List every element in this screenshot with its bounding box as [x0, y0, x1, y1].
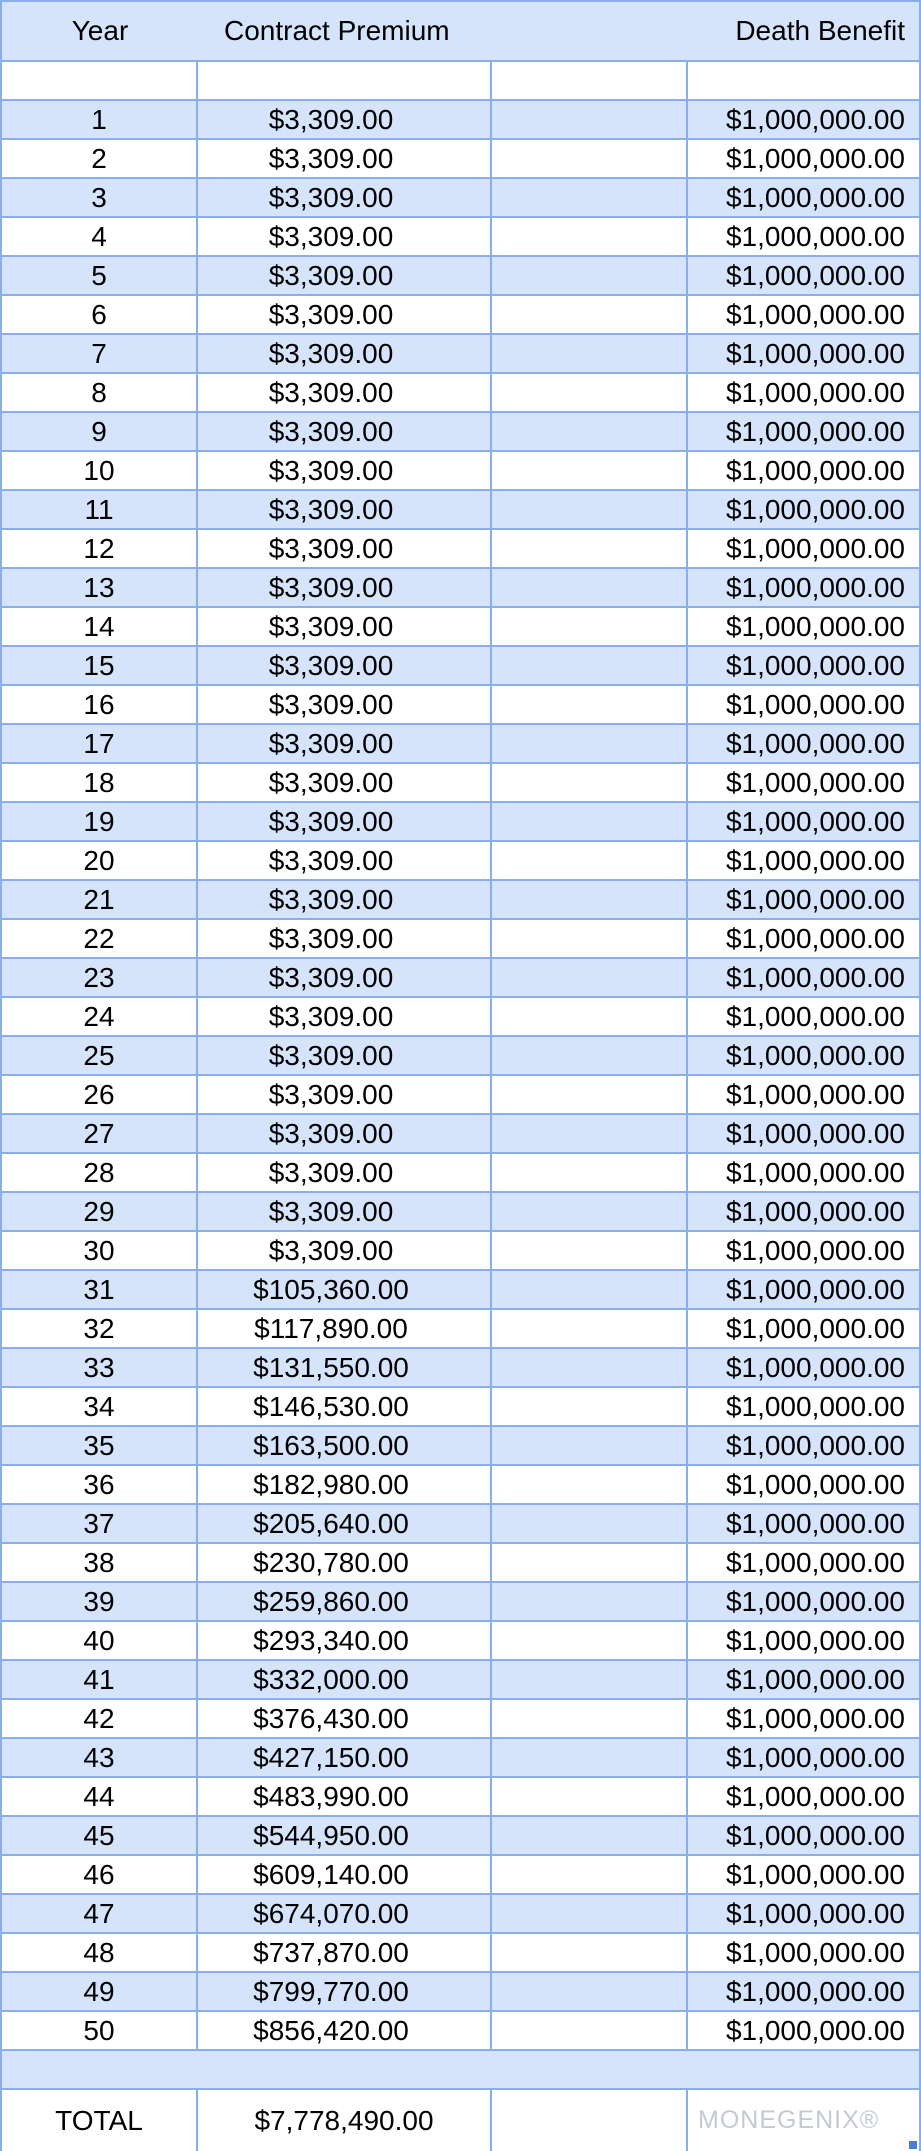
empty-cell — [492, 1778, 688, 1815]
table-row — [2, 1544, 919, 1583]
empty-cell — [492, 1583, 688, 1620]
year-cell: 43 — [2, 1739, 198, 1776]
year-cell: 46 — [2, 1856, 198, 1893]
empty-cell — [492, 1310, 688, 1347]
benefit-cell: $1,000,000.00 — [725, 454, 905, 486]
premium-cell: $182,980.00 — [198, 1466, 492, 1503]
empty-cell — [492, 335, 688, 372]
table-row — [2, 1154, 919, 1193]
benefit-cell: $1,000,000.00 — [725, 1936, 905, 1968]
year-cell: 13 — [2, 569, 198, 606]
benefit-cell: $1,000,000.00 — [725, 1819, 905, 1851]
year-cell: 30 — [2, 1232, 198, 1269]
table-row — [2, 1271, 919, 1310]
premium-cell: $3,309.00 — [198, 296, 492, 333]
premium-cell: $427,150.00 — [198, 1739, 492, 1776]
premium-cell: $3,309.00 — [198, 1037, 492, 1074]
benefit-cell: $1,000,000.00 — [725, 1468, 905, 1500]
year-cell: 42 — [2, 1700, 198, 1737]
year-cell: 38 — [2, 1544, 198, 1581]
year-cell: 50 — [2, 2012, 198, 2049]
table-row — [2, 1427, 919, 1466]
premium-cell: $3,309.00 — [198, 335, 492, 372]
empty-cell — [492, 1232, 688, 1269]
table-row — [2, 686, 919, 725]
premium-cell: $3,309.00 — [198, 140, 492, 177]
benefit-cell: $1,000,000.00 — [725, 1000, 905, 1032]
year-cell: 16 — [2, 686, 198, 723]
table-row — [2, 101, 919, 140]
benefit-cell: $1,000,000.00 — [725, 883, 905, 915]
table-row — [2, 1622, 919, 1661]
year-cell: 12 — [2, 530, 198, 567]
year-cell: 18 — [2, 764, 198, 801]
table-row — [2, 335, 919, 374]
premium-cell: $3,309.00 — [198, 1193, 492, 1230]
benefit-cell: $1,000,000.00 — [725, 1702, 905, 1734]
table-row — [2, 2012, 919, 2051]
year-cell: 48 — [2, 1934, 198, 1971]
premium-cell: $3,309.00 — [198, 647, 492, 684]
benefit-cell: $1,000,000.00 — [725, 844, 905, 876]
empty-cell — [492, 1739, 688, 1776]
premium-cell: $205,640.00 — [198, 1505, 492, 1542]
empty-cell — [492, 881, 688, 918]
benefit-cell: $1,000,000.00 — [725, 1585, 905, 1617]
table-row — [2, 959, 919, 998]
premium-cell: $131,550.00 — [198, 1349, 492, 1386]
premium-cell: $3,309.00 — [198, 452, 492, 489]
table-row — [2, 569, 919, 608]
premium-cell: $609,140.00 — [198, 1856, 492, 1893]
table-row — [2, 1778, 919, 1817]
year-cell: 35 — [2, 1427, 198, 1464]
benefit-cell: $1,000,000.00 — [725, 571, 905, 603]
table-row — [2, 608, 919, 647]
year-cell: 36 — [2, 1466, 198, 1503]
premium-cell: $3,309.00 — [198, 686, 492, 723]
year-cell: 21 — [2, 881, 198, 918]
empty-cell — [492, 569, 688, 606]
premium-cell: $3,309.00 — [198, 491, 492, 528]
empty-cell — [492, 179, 688, 216]
premium-cell: $3,309.00 — [198, 218, 492, 255]
empty-cell — [492, 1427, 688, 1464]
table-row — [2, 1505, 919, 1544]
table-row — [2, 1583, 919, 1622]
empty-cell — [492, 491, 688, 528]
total-label: TOTAL — [2, 2090, 198, 2151]
blank-cell — [688, 62, 919, 99]
empty-cell — [492, 764, 688, 801]
empty-cell — [492, 608, 688, 645]
header-death-benefit: Death Benefit — [735, 15, 905, 46]
empty-cell — [492, 1505, 688, 1542]
benefit-cell: $1,000,000.00 — [725, 1078, 905, 1110]
premium-cell: $259,860.00 — [198, 1583, 492, 1620]
benefit-cell: $1,000,000.00 — [725, 688, 905, 720]
year-cell: 37 — [2, 1505, 198, 1542]
table-row — [2, 1739, 919, 1778]
total-premium: $7,778,490.00 — [198, 2090, 492, 2151]
benefit-cell: $1,000,000.00 — [725, 1156, 905, 1188]
year-cell: 7 — [2, 335, 198, 372]
benefit-cell: $1,000,000.00 — [725, 766, 905, 798]
benefit-cell: $1,000,000.00 — [725, 142, 905, 174]
table-row — [2, 998, 919, 1037]
spacer-cell — [2, 2051, 919, 2088]
year-cell: 26 — [2, 1076, 198, 1113]
table-row — [2, 1466, 919, 1505]
premium-cell: $230,780.00 — [198, 1544, 492, 1581]
empty-cell — [492, 1856, 688, 1893]
premium-cell: $3,309.00 — [198, 1115, 492, 1152]
empty-cell — [492, 374, 688, 411]
premium-cell: $3,309.00 — [198, 608, 492, 645]
year-cell: 15 — [2, 647, 198, 684]
table-row — [2, 1349, 919, 1388]
year-cell: 31 — [2, 1271, 198, 1308]
table-row — [2, 1310, 919, 1349]
benefit-cell: $1,000,000.00 — [725, 181, 905, 213]
blank-cell — [2, 62, 198, 99]
table-row — [2, 1037, 919, 1076]
empty-cell — [492, 1154, 688, 1191]
table-row — [2, 764, 919, 803]
premium-cell: $3,309.00 — [198, 374, 492, 411]
premium-cell: $3,309.00 — [198, 881, 492, 918]
premium-cell: $3,309.00 — [198, 725, 492, 762]
premium-cell: $3,309.00 — [198, 413, 492, 450]
benefit-cell: $1,000,000.00 — [725, 805, 905, 837]
benefit-cell: $1,000,000.00 — [725, 493, 905, 525]
table-row — [2, 1934, 919, 1973]
table-row — [2, 530, 919, 569]
empty-cell — [492, 1466, 688, 1503]
benefit-cell: $1,000,000.00 — [725, 1312, 905, 1344]
empty-cell — [492, 218, 688, 255]
premium-cell: $3,309.00 — [198, 530, 492, 567]
table-row — [2, 413, 919, 452]
benefit-cell: $1,000,000.00 — [725, 220, 905, 252]
benefit-cell: $1,000,000.00 — [725, 1507, 905, 1539]
table-row — [2, 842, 919, 881]
table-row — [2, 1973, 919, 2012]
year-cell: 41 — [2, 1661, 198, 1698]
empty-cell — [492, 1388, 688, 1425]
benefit-cell: $1,000,000.00 — [725, 1429, 905, 1461]
table-row — [2, 881, 919, 920]
year-cell: 5 — [2, 257, 198, 294]
year-cell: 20 — [2, 842, 198, 879]
premium-cell: $3,309.00 — [198, 803, 492, 840]
benefit-cell: $1,000,000.00 — [725, 1351, 905, 1383]
benefit-cell: $1,000,000.00 — [725, 1117, 905, 1149]
year-cell: 1 — [2, 101, 198, 138]
blank-cell — [198, 62, 492, 99]
table-row — [2, 647, 919, 686]
premium-cell: $3,309.00 — [198, 179, 492, 216]
premium-cell: $3,309.00 — [198, 1076, 492, 1113]
year-cell: 47 — [2, 1895, 198, 1932]
total-empty — [492, 2090, 688, 2151]
benefit-cell: $1,000,000.00 — [725, 961, 905, 993]
empty-cell — [492, 1349, 688, 1386]
premium-cell: $3,309.00 — [198, 101, 492, 138]
table-row — [2, 803, 919, 842]
table-row — [2, 1895, 919, 1934]
empty-cell — [492, 1934, 688, 1971]
benefit-cell: $1,000,000.00 — [725, 1780, 905, 1812]
premium-cell: $146,530.00 — [198, 1388, 492, 1425]
premium-cell: $3,309.00 — [198, 1154, 492, 1191]
benefit-cell: $1,000,000.00 — [725, 1546, 905, 1578]
premium-cell: $3,309.00 — [198, 257, 492, 294]
benefit-cell: $1,000,000.00 — [725, 1741, 905, 1773]
table-row — [2, 1817, 919, 1856]
benefit-cell: $1,000,000.00 — [725, 1273, 905, 1305]
year-cell: 17 — [2, 725, 198, 762]
table-row — [2, 920, 919, 959]
benefit-cell: $1,000,000.00 — [725, 1975, 905, 2007]
year-cell: 40 — [2, 1622, 198, 1659]
premium-cell: $332,000.00 — [198, 1661, 492, 1698]
empty-cell — [492, 1115, 688, 1152]
benefit-cell: $1,000,000.00 — [725, 922, 905, 954]
header-empty — [492, 2, 688, 60]
premium-cell: $293,340.00 — [198, 1622, 492, 1659]
table-row — [2, 257, 919, 296]
year-cell: 33 — [2, 1349, 198, 1386]
benefit-cell: $1,000,000.00 — [725, 2014, 905, 2046]
empty-cell — [492, 1271, 688, 1308]
benefit-cell: $1,000,000.00 — [725, 1195, 905, 1227]
blank-cell — [492, 62, 688, 99]
empty-cell — [492, 1193, 688, 1230]
premium-cell: $3,309.00 — [198, 998, 492, 1035]
premium-cell: $544,950.00 — [198, 1817, 492, 1854]
empty-cell — [492, 725, 688, 762]
premium-cell: $163,500.00 — [198, 1427, 492, 1464]
year-cell: 27 — [2, 1115, 198, 1152]
year-cell: 19 — [2, 803, 198, 840]
blank-row — [2, 62, 919, 101]
empty-cell — [492, 959, 688, 996]
empty-cell — [492, 842, 688, 879]
header-contract-premium: Contract Premium — [224, 15, 450, 46]
year-cell: 4 — [2, 218, 198, 255]
benefit-cell: $1,000,000.00 — [725, 1663, 905, 1695]
table-row — [2, 1193, 919, 1232]
year-cell: 10 — [2, 452, 198, 489]
year-cell: 29 — [2, 1193, 198, 1230]
premium-cell: $3,309.00 — [198, 920, 492, 957]
empty-cell — [492, 101, 688, 138]
table-row — [2, 296, 919, 335]
year-cell: 22 — [2, 920, 198, 957]
year-cell: 6 — [2, 296, 198, 333]
empty-cell — [492, 686, 688, 723]
table-row — [2, 1661, 919, 1700]
year-cell: 2 — [2, 140, 198, 177]
benefit-cell: $1,000,000.00 — [725, 727, 905, 759]
premium-cell: $3,309.00 — [198, 764, 492, 801]
premium-cell: $117,890.00 — [198, 1310, 492, 1347]
premium-cell: $483,990.00 — [198, 1778, 492, 1815]
premium-cell: $3,309.00 — [198, 842, 492, 879]
benefit-cell: $1,000,000.00 — [725, 337, 905, 369]
year-cell: 44 — [2, 1778, 198, 1815]
premium-cell: $674,070.00 — [198, 1895, 492, 1932]
year-cell: 11 — [2, 491, 198, 528]
table-row — [2, 452, 919, 491]
empty-cell — [492, 1700, 688, 1737]
empty-cell — [492, 1817, 688, 1854]
empty-cell — [492, 140, 688, 177]
year-cell: 9 — [2, 413, 198, 450]
premium-cell: $105,360.00 — [198, 1271, 492, 1308]
empty-cell — [492, 1622, 688, 1659]
empty-cell — [492, 803, 688, 840]
year-cell: 14 — [2, 608, 198, 645]
resize-handle-icon[interactable] — [909, 2141, 917, 2149]
year-cell: 32 — [2, 1310, 198, 1347]
empty-cell — [492, 1544, 688, 1581]
empty-cell — [492, 920, 688, 957]
empty-cell — [492, 296, 688, 333]
empty-cell — [492, 998, 688, 1035]
benefit-cell: $1,000,000.00 — [725, 1858, 905, 1890]
empty-cell — [492, 257, 688, 294]
year-cell: 25 — [2, 1037, 198, 1074]
empty-cell — [492, 1973, 688, 2010]
benefit-cell: $1,000,000.00 — [725, 1897, 905, 1929]
empty-cell — [492, 1037, 688, 1074]
year-cell: 24 — [2, 998, 198, 1035]
benefit-cell: $1,000,000.00 — [725, 103, 905, 135]
empty-cell — [492, 1661, 688, 1698]
benefit-cell: $1,000,000.00 — [725, 1624, 905, 1656]
benefit-cell: $1,000,000.00 — [725, 376, 905, 408]
table-row — [2, 1232, 919, 1271]
brand-watermark: MONEGENIX® — [698, 2106, 880, 2134]
premium-cell: $799,770.00 — [198, 1973, 492, 2010]
year-cell: 3 — [2, 179, 198, 216]
year-cell: 34 — [2, 1388, 198, 1425]
table-row — [2, 491, 919, 530]
year-cell: 8 — [2, 374, 198, 411]
year-cell: 23 — [2, 959, 198, 996]
year-cell: 28 — [2, 1154, 198, 1191]
benefit-cell: $1,000,000.00 — [725, 415, 905, 447]
benefit-cell: $1,000,000.00 — [725, 1039, 905, 1071]
empty-cell — [492, 1895, 688, 1932]
table-row — [2, 1076, 919, 1115]
table-row — [2, 179, 919, 218]
empty-cell — [492, 2012, 688, 2049]
benefit-cell: $1,000,000.00 — [725, 649, 905, 681]
table-row — [2, 1115, 919, 1154]
table-row — [2, 1856, 919, 1895]
table-row — [2, 140, 919, 179]
year-cell: 45 — [2, 1817, 198, 1854]
empty-cell — [492, 413, 688, 450]
table-row — [2, 1700, 919, 1739]
header-year: Year — [71, 15, 129, 46]
premium-cell: $3,309.00 — [198, 569, 492, 606]
premium-cell: $376,430.00 — [198, 1700, 492, 1737]
total-row — [2, 2090, 919, 2151]
benefit-cell: $1,000,000.00 — [725, 1390, 905, 1422]
table-row — [2, 1388, 919, 1427]
benefit-cell: $1,000,000.00 — [725, 298, 905, 330]
premium-cell: $3,309.00 — [198, 1232, 492, 1269]
spacer-row — [2, 2051, 919, 2090]
benefit-cell: $1,000,000.00 — [725, 610, 905, 642]
benefit-cell: $1,000,000.00 — [725, 532, 905, 564]
empty-cell — [492, 1076, 688, 1113]
table-row — [2, 218, 919, 257]
benefit-cell: $1,000,000.00 — [725, 1234, 905, 1266]
empty-cell — [492, 647, 688, 684]
empty-cell — [492, 530, 688, 567]
header-row — [2, 0, 919, 62]
year-cell: 39 — [2, 1583, 198, 1620]
premium-cell: $3,309.00 — [198, 959, 492, 996]
table-row — [2, 725, 919, 764]
empty-cell — [492, 452, 688, 489]
table-row — [2, 374, 919, 413]
year-cell: 49 — [2, 1973, 198, 2010]
premium-cell: $737,870.00 — [198, 1934, 492, 1971]
benefit-cell: $1,000,000.00 — [725, 259, 905, 291]
premium-cell: $856,420.00 — [198, 2012, 492, 2049]
